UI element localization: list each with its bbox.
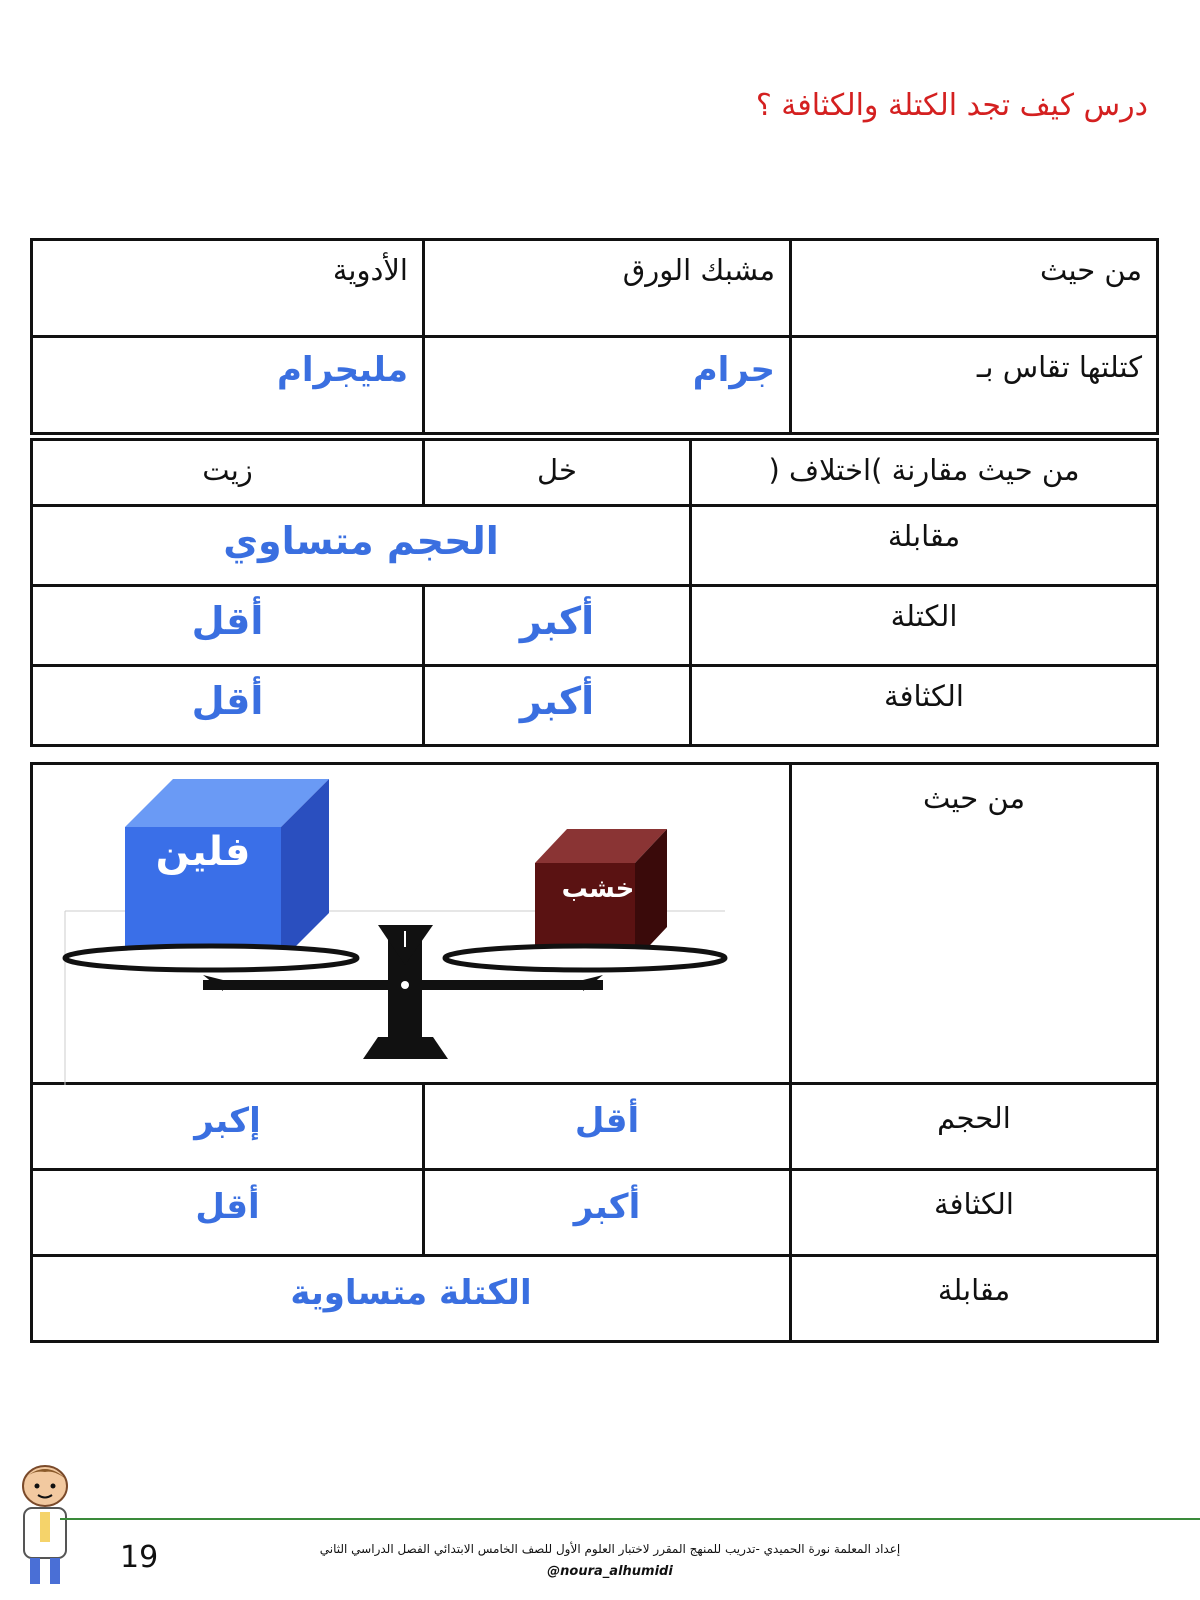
table-row — [32, 666, 1158, 746]
page-title: درس كيف تجد الكتلة والكثافة ؟ — [755, 88, 1148, 123]
wood-label: خشب — [561, 874, 635, 904]
row-label: الكتلة — [691, 586, 1158, 666]
merged-answer-cell: الحجم متساوي — [32, 506, 691, 586]
row-label: الكثافة — [691, 666, 1158, 746]
wood-block — [535, 829, 667, 961]
answer-cell: مليجرام — [32, 337, 424, 434]
answer-cell: أقل — [424, 1084, 791, 1170]
balance-scale-image — [32, 764, 791, 1084]
header-cell: خل — [424, 440, 691, 506]
header-cell: زيت — [32, 440, 424, 506]
header-cell: الأدوية — [32, 240, 424, 337]
row-label: مقابلة — [791, 1256, 1158, 1342]
teacher-mascot-icon — [10, 1462, 80, 1592]
page-number: 19 — [120, 1540, 159, 1575]
footer-divider — [60, 1518, 1200, 1520]
cork-wood-table — [30, 762, 1159, 1343]
table-row — [32, 506, 1158, 586]
cork-label: فلين — [155, 829, 251, 875]
answer-cell: أقل — [32, 586, 424, 666]
table-row — [32, 240, 1158, 337]
row-label: كتلتها تقاس بـ — [791, 337, 1158, 434]
header-cell: من حيث مقارنة )اختلاف ( — [691, 440, 1158, 506]
answer-cell: إكبر — [32, 1084, 424, 1170]
answer-cell: جرام — [424, 337, 791, 434]
answer-cell: أقل — [32, 666, 424, 746]
merged-answer-cell: الكتلة متساوية — [32, 1256, 791, 1342]
row-label: الحجم — [791, 1084, 1158, 1170]
table-row — [32, 1084, 1158, 1170]
balance-scale-icon — [33, 765, 773, 1085]
footer-credit: إعداد المعلمة نورة الحميدي -تدريب للمنهج المقرر لاختبار العلوم الأول للصف الخامس الابتدائي الفصل الدراسي الثاني — [319, 1542, 901, 1556]
row-label: مقابلة — [691, 506, 1158, 586]
row-label: الكثافة — [791, 1170, 1158, 1256]
table-row — [32, 440, 1158, 506]
header-cell: من حيث — [791, 240, 1158, 337]
table-row — [32, 586, 1158, 666]
table-row — [32, 337, 1158, 434]
answer-cell: أكبر — [424, 1170, 791, 1256]
answer-cell: أكبر — [424, 586, 691, 666]
footer-handle: @noura_alhumidi — [547, 1564, 673, 1579]
answer-cell: أقل — [32, 1170, 424, 1256]
answer-cell: أكبر — [424, 666, 691, 746]
table-row — [32, 1170, 1158, 1256]
mass-units-table — [30, 238, 1159, 435]
header-cell: من حيث — [791, 764, 1158, 1084]
cork-block — [125, 779, 329, 961]
vinegar-oil-table — [30, 438, 1159, 747]
table-row — [32, 1256, 1158, 1342]
header-cell: مشبك الورق — [424, 240, 791, 337]
table-row — [32, 764, 1158, 1084]
